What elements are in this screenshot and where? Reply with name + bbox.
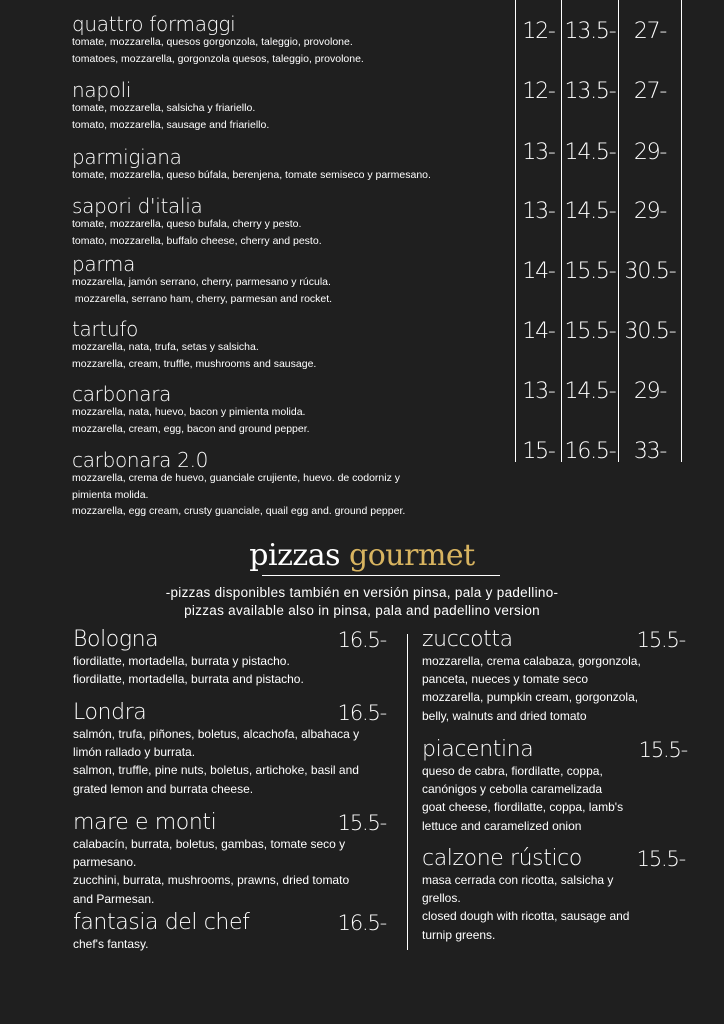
price-small: 13- [522,199,555,224]
gourmet-name: calzone rústico [422,846,582,871]
price-large: 27- [633,19,667,44]
pizza-description: tomate, mozzarella, queso búfala, berenjena, tomate semiseco y parmesano. [72,169,431,181]
price-large: 29- [633,199,667,224]
gourmet-name: fantasia del chef [73,910,250,935]
price-small: 14- [522,319,555,344]
gourmet-name: Londra [73,700,147,725]
gourmet-price: 15.5- [638,738,687,762]
gourmet-name: mare e monti [73,810,217,835]
gourmet-column-divider [407,634,408,950]
gourmet-description: queso de cabra, fiordilatte, coppa, canónigos y cebolla caramelizada goat cheese, fiordilatte, coppa, lamb's lettuce and caramelized onion [422,764,624,833]
pizza-description: mozzarella, jamón serrano, cherry, parmesano y rúcula. mozzarella, serrano ham, cherry, parmesan and rocket. [72,276,333,305]
pizza-item-carbonara [72,384,522,437]
pizza-name: parma [72,252,136,276]
gourmet-subtitle-es: -pizzas disponibles también en versión pinsa, pala y padellino- [165,585,559,600]
price-medium: 15.5- [564,319,616,344]
gourmet-subtitle-en: pizzas available also in pinsa, pala and padellino version [184,603,540,618]
gourmet-description: salmón, trufa, piñones, boletus, alcachofa, albahaca y limón rallado y burrata. salmon, truffle, pine nuts, boletus, artichoke, basil and grated lemon and burrata cheese. [73,727,360,796]
price-medium: 16.5- [564,439,616,464]
pizza-description: mozzarella, nata, huevo, bacon y pimienta molida. mozzarella, cream, egg, bacon and ground pepper. [72,406,310,435]
gourmet-name: Bologna [73,627,159,652]
gourmet-description: fiordilatte, mortadella, burrata y pistacho. fiordilatte, mortadella, burrata and pistacho. [73,654,304,687]
price-small: 13- [522,379,555,404]
price-medium: 15.5- [564,259,616,284]
price-large: 30.5- [624,259,676,284]
price-medium: 14.5- [564,199,616,224]
price-medium: 13.5- [564,79,616,104]
gourmet-price: 15.5- [636,628,685,652]
gourmet-item-fantasia-del-chef [73,911,386,953]
pizza-name: quattro formaggi [72,12,236,36]
gourmet-price: 15.5- [636,847,685,871]
pizza-name: tartufo [72,317,139,341]
pizza-description: mozzarella, nata, trufa, setas y salsicha. mozzarella, cream, truffle, mushrooms and sausage. [72,341,317,370]
gourmet-item-calzone-rustico [422,847,685,944]
price-medium: 14.5- [564,140,616,165]
price-large: 33- [633,439,667,464]
price-column-divider [681,0,682,462]
gourmet-item-zuccotta [422,628,685,725]
price-large: 29- [633,379,667,404]
pizza-name: carbonara [72,382,172,406]
pizza-name: parmigiana [72,145,182,169]
price-large: 30.5- [624,319,676,344]
pizza-description: tomate, mozzarella, salsicha y friariello. tomato, mozzarella, sausage and friariello. [72,102,270,131]
pizza-description: tomate, mozzarella, quesos gorgonzola, taleggio, provolone. tomatoes, mozzarella, gorgonzola quesos, taleggio, provolone. [72,36,364,65]
pizza-item-carbonara-2-0 [72,450,522,520]
gourmet-section-title [0,538,724,573]
gourmet-item-bologna [73,628,386,688]
gourmet-description: chef's fantasy. [73,937,149,951]
price-medium: 14.5- [564,379,616,404]
gourmet-item-piacentina [422,738,687,835]
gourmet-description: mozzarella, crema calabaza, gorgonzola, panceta, nueces y tomate seco mozzarella, pumpkin cream, gorgonzola, belly, walnuts and dried tomato [422,654,641,723]
pizza-item-tartufo [72,319,522,372]
pizza-item-parma [72,254,522,307]
price-small: 14- [522,259,555,284]
gourmet-title-accent: gourmet [349,538,475,573]
pizza-description: tomate, mozzarella, queso bufala, cherry y pesto. tomato, mozzarella, buffalo cheese, cherry and pesto. [72,218,322,247]
price-small: 15- [522,439,555,464]
price-small: 12- [522,79,555,104]
pizza-name: napoli [72,78,132,102]
pizza-description: mozzarella, crema de huevo, guanciale crujiente, huevo. de codorniz y pimienta molida. mozzarella, egg cream, crusty guanciale, quail egg and. ground pepper. [72,472,406,517]
pizza-name: sapori d'italia [72,194,203,218]
gourmet-description: calabacín, burrata, boletus, gambas, tomate seco y parmesano. zucchini, burrata, mushrooms, prawns, dried tomato and Parmesan. [73,837,350,906]
price-small: 13- [522,140,555,165]
price-medium: 13.5- [564,19,616,44]
pizza-item-sapori-ditalia [72,196,522,249]
pizza-item-parmigiana [72,147,522,184]
gourmet-price: 16.5- [337,628,386,652]
gourmet-name: piacentina [422,737,534,762]
gourmet-title-main: pizzas [249,538,350,573]
gourmet-price: 16.5- [337,911,386,935]
gourmet-name: zuccotta [422,627,513,652]
gourmet-item-mare-e-monti [73,811,386,908]
price-large: 29- [633,140,667,165]
price-small: 12- [522,19,555,44]
gourmet-price: 15.5- [337,811,386,835]
gourmet-item-londra [73,701,386,798]
gourmet-description: masa cerrada con ricotta, salsicha y grellos. closed dough with ricotta, sausage and turnip greens. [422,873,630,942]
pizza-item-napoli [72,80,522,133]
gourmet-price: 16.5- [337,701,386,725]
price-large: 27- [633,79,667,104]
gourmet-title-underline [262,575,500,576]
pizza-name: carbonara 2.0 [72,448,209,472]
pizza-item-quattro-formaggi [72,14,522,67]
